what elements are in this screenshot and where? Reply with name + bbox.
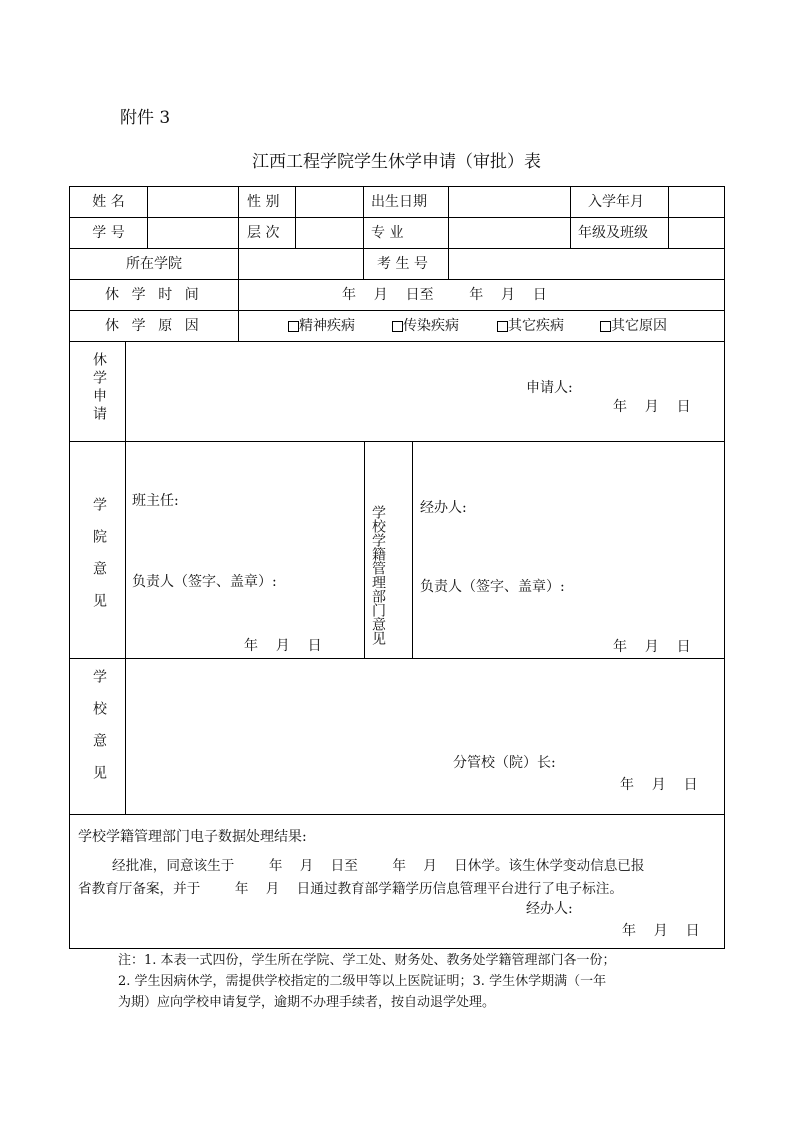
suspension-period-dates: 年 月 日至 年 月 日 (342, 287, 547, 303)
note-line-1: 注：1. 本表一式四份，学生所在学院、学工处、财务处、教务处学籍管理部门各一份； (118, 953, 616, 968)
attachment-label: 附件 3 (120, 108, 171, 128)
vice-president-label: 分管校（院）长: (453, 755, 556, 771)
notes (118, 950, 718, 1013)
checkbox-icon[interactable] (288, 321, 299, 332)
exam-number-label: 考 生 号 (377, 256, 428, 272)
college-opinion-date: 年 月 日 (244, 638, 322, 654)
checkbox-icon[interactable] (600, 321, 611, 332)
note-line-2: 2. 学生因病休学，需提供学校指定的二级甲等以上医院证明；3. 学生休学期满（一年 (118, 974, 607, 989)
result-handler-label: 经办人: (526, 901, 573, 917)
name-label: 姓 名 (92, 194, 125, 210)
major-label: 专 业 (371, 225, 404, 241)
checkbox-icon[interactable] (392, 321, 403, 332)
college-label: 所在学院 (126, 256, 182, 272)
registry-opinion-side-label: 学校学籍管理部门意见 (370, 505, 386, 645)
head-teacher-label: 班主任: (132, 493, 179, 509)
application-side-label: 休学申请 (91, 352, 107, 424)
checkbox-icon[interactable] (497, 321, 508, 332)
reason-option-other[interactable]: 其它原因 (600, 318, 667, 335)
grade-class-label: 年级及班级 (578, 225, 648, 241)
result-heading: 学校学籍管理部门电子数据处理结果: (78, 829, 307, 845)
student-id-label: 学 号 (92, 225, 125, 241)
reason-option-mental[interactable]: 精神疾病 (288, 318, 355, 335)
result-date: 年 月 日 (622, 923, 700, 939)
application-date: 年 月 日 (613, 399, 691, 415)
birth-date-label: 出生日期 (371, 194, 427, 210)
school-opinion-date: 年 月 日 (620, 777, 698, 793)
college-opinion-side-label: 学院意见 (91, 497, 107, 625)
note-line-3: 为期）应向学校申请复学，逾期不办理手续者，按自动退学处理。 (118, 995, 496, 1010)
suspension-reason-label: 休学原因 (105, 318, 212, 334)
registry-handler-label: 经办人: (420, 500, 467, 516)
application-form-table (69, 186, 725, 949)
reason-option-other-illness[interactable]: 其它疾病 (497, 318, 564, 335)
college-person-in-charge-label: 负责人（签字、盖章）: (132, 574, 277, 590)
suspension-period-label: 休学时间 (105, 287, 212, 303)
enroll-date-label: 入学年月 (588, 194, 644, 210)
registry-person-in-charge-label: 负责人（签字、盖章）: (420, 579, 565, 595)
form-title: 江西工程学院学生休学申请（审批）表 (252, 152, 541, 172)
reason-option-infectious[interactable]: 传染疾病 (392, 318, 459, 335)
level-label: 层 次 (247, 225, 280, 241)
applicant-label: 申请人: (526, 380, 573, 396)
result-text-line1: 经批准，同意该生于 年 月 日至 年 月 日休学。该生休学变动信息已报 (112, 858, 645, 874)
registry-opinion-date: 年 月 日 (613, 639, 691, 655)
gender-label: 性 别 (247, 194, 280, 210)
school-opinion-side-label: 学校意见 (91, 669, 107, 797)
result-text-line2: 省教育厅备案，并于 年 月 日通过教育部学籍学历信息管理平台进行了电子标注。 (78, 881, 623, 897)
